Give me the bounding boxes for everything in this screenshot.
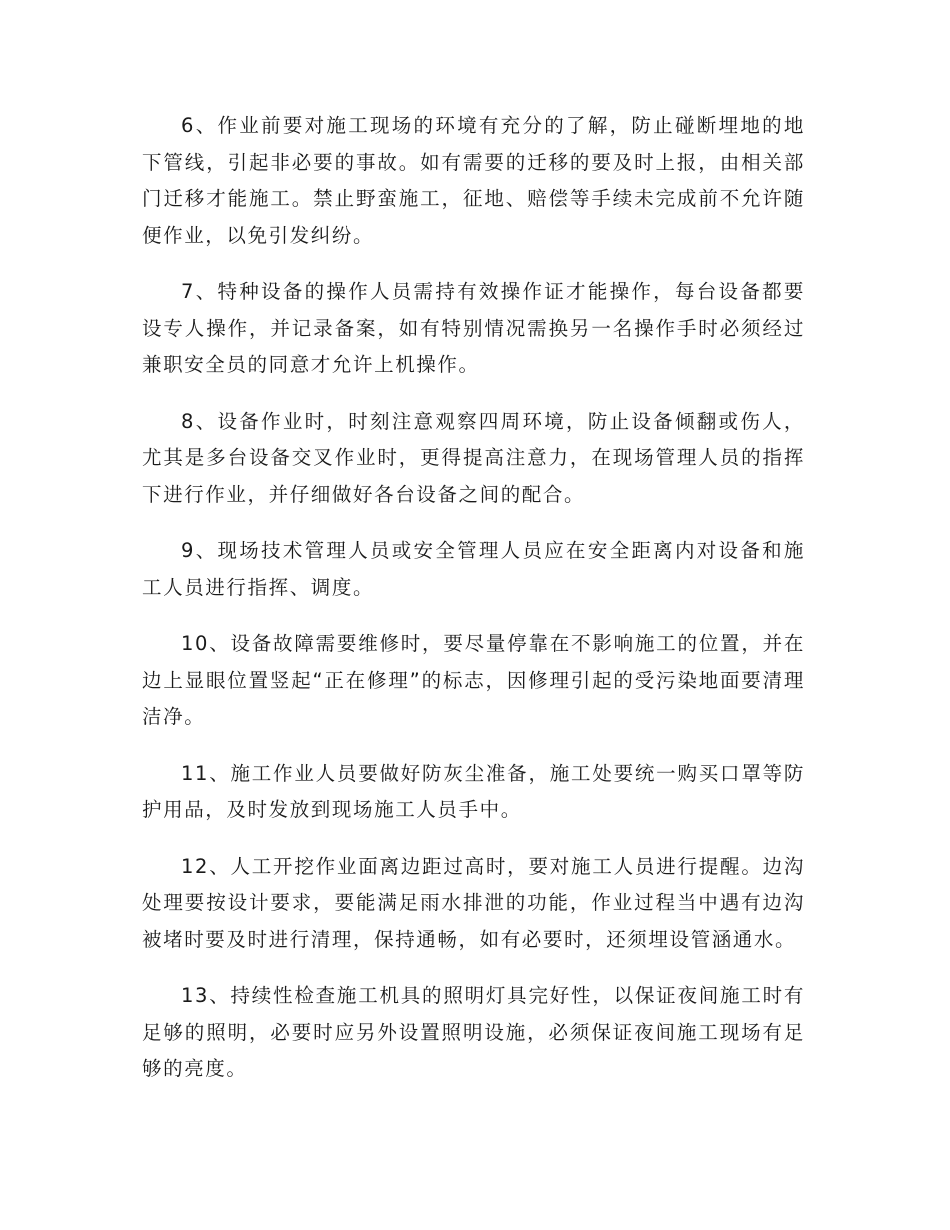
paragraph-item-12: 12、人工开挖作业面离边距过高时，要对施工人员进行提醒。边沟处理要按设计要求，要能满足雨水排泄的功能，作业过程当中遇有边沟被堵时要及时进行清理，保持通畅，如有必要时，还须埋设管涵通水。 <box>142 854 805 951</box>
paragraph-item-8: 8、设备作业时，时刻注意观察四周环境，防止设备倾翻或伤人，尤其是多台设备交叉作业时，更得提高注意力，在现场管理人员的指挥下进行作业，并仔细做好各台设备之间的配合。 <box>142 409 805 506</box>
paragraph-item-9: 9、现场技术管理人员或安全管理人员应在安全距离内对设备和施工人员进行指挥、调度。 <box>142 539 805 599</box>
paragraph-item-13: 13、持续性检查施工机具的照明灯具完好性，以保证夜间施工时有足够的照明，必要时应另外设置照明设施，必须保证夜间施工现场有足够的亮度。 <box>142 984 805 1080</box>
paragraph-item-7: 7、特种设备的操作人员需持有效操作证才能操作，每台设备都要设专人操作，并记录备案，如有特别情况需换另一名操作手时必须经过兼职安全员的同意才允许上机操作。 <box>142 280 805 376</box>
paragraph-item-10: 10、设备故障需要维修时，要尽量停靠在不影响施工的位置，并在边上显眼位置竖起“正在修理”的标志，因修理引起的受污染地面要清理洁净。 <box>142 632 805 728</box>
document-body <box>142 108 805 1108</box>
paragraph-item-11: 11、施工作业人员要做好防灰尘准备，施工处要统一购买口罩等防护用品，及时发放到现场施工人员手中。 <box>142 761 805 821</box>
paragraph-item-6: 6、作业前要对施工现场的环境有充分的了解，防止碰断埋地的地下管线，引起非必要的事故。如有需要的迁移的要及时上报，由相关部门迁移才能施工。禁止野蛮施工，征地、赔偿等手续未完成前不允许随便作业，以免引发纠纷。 <box>142 114 805 247</box>
